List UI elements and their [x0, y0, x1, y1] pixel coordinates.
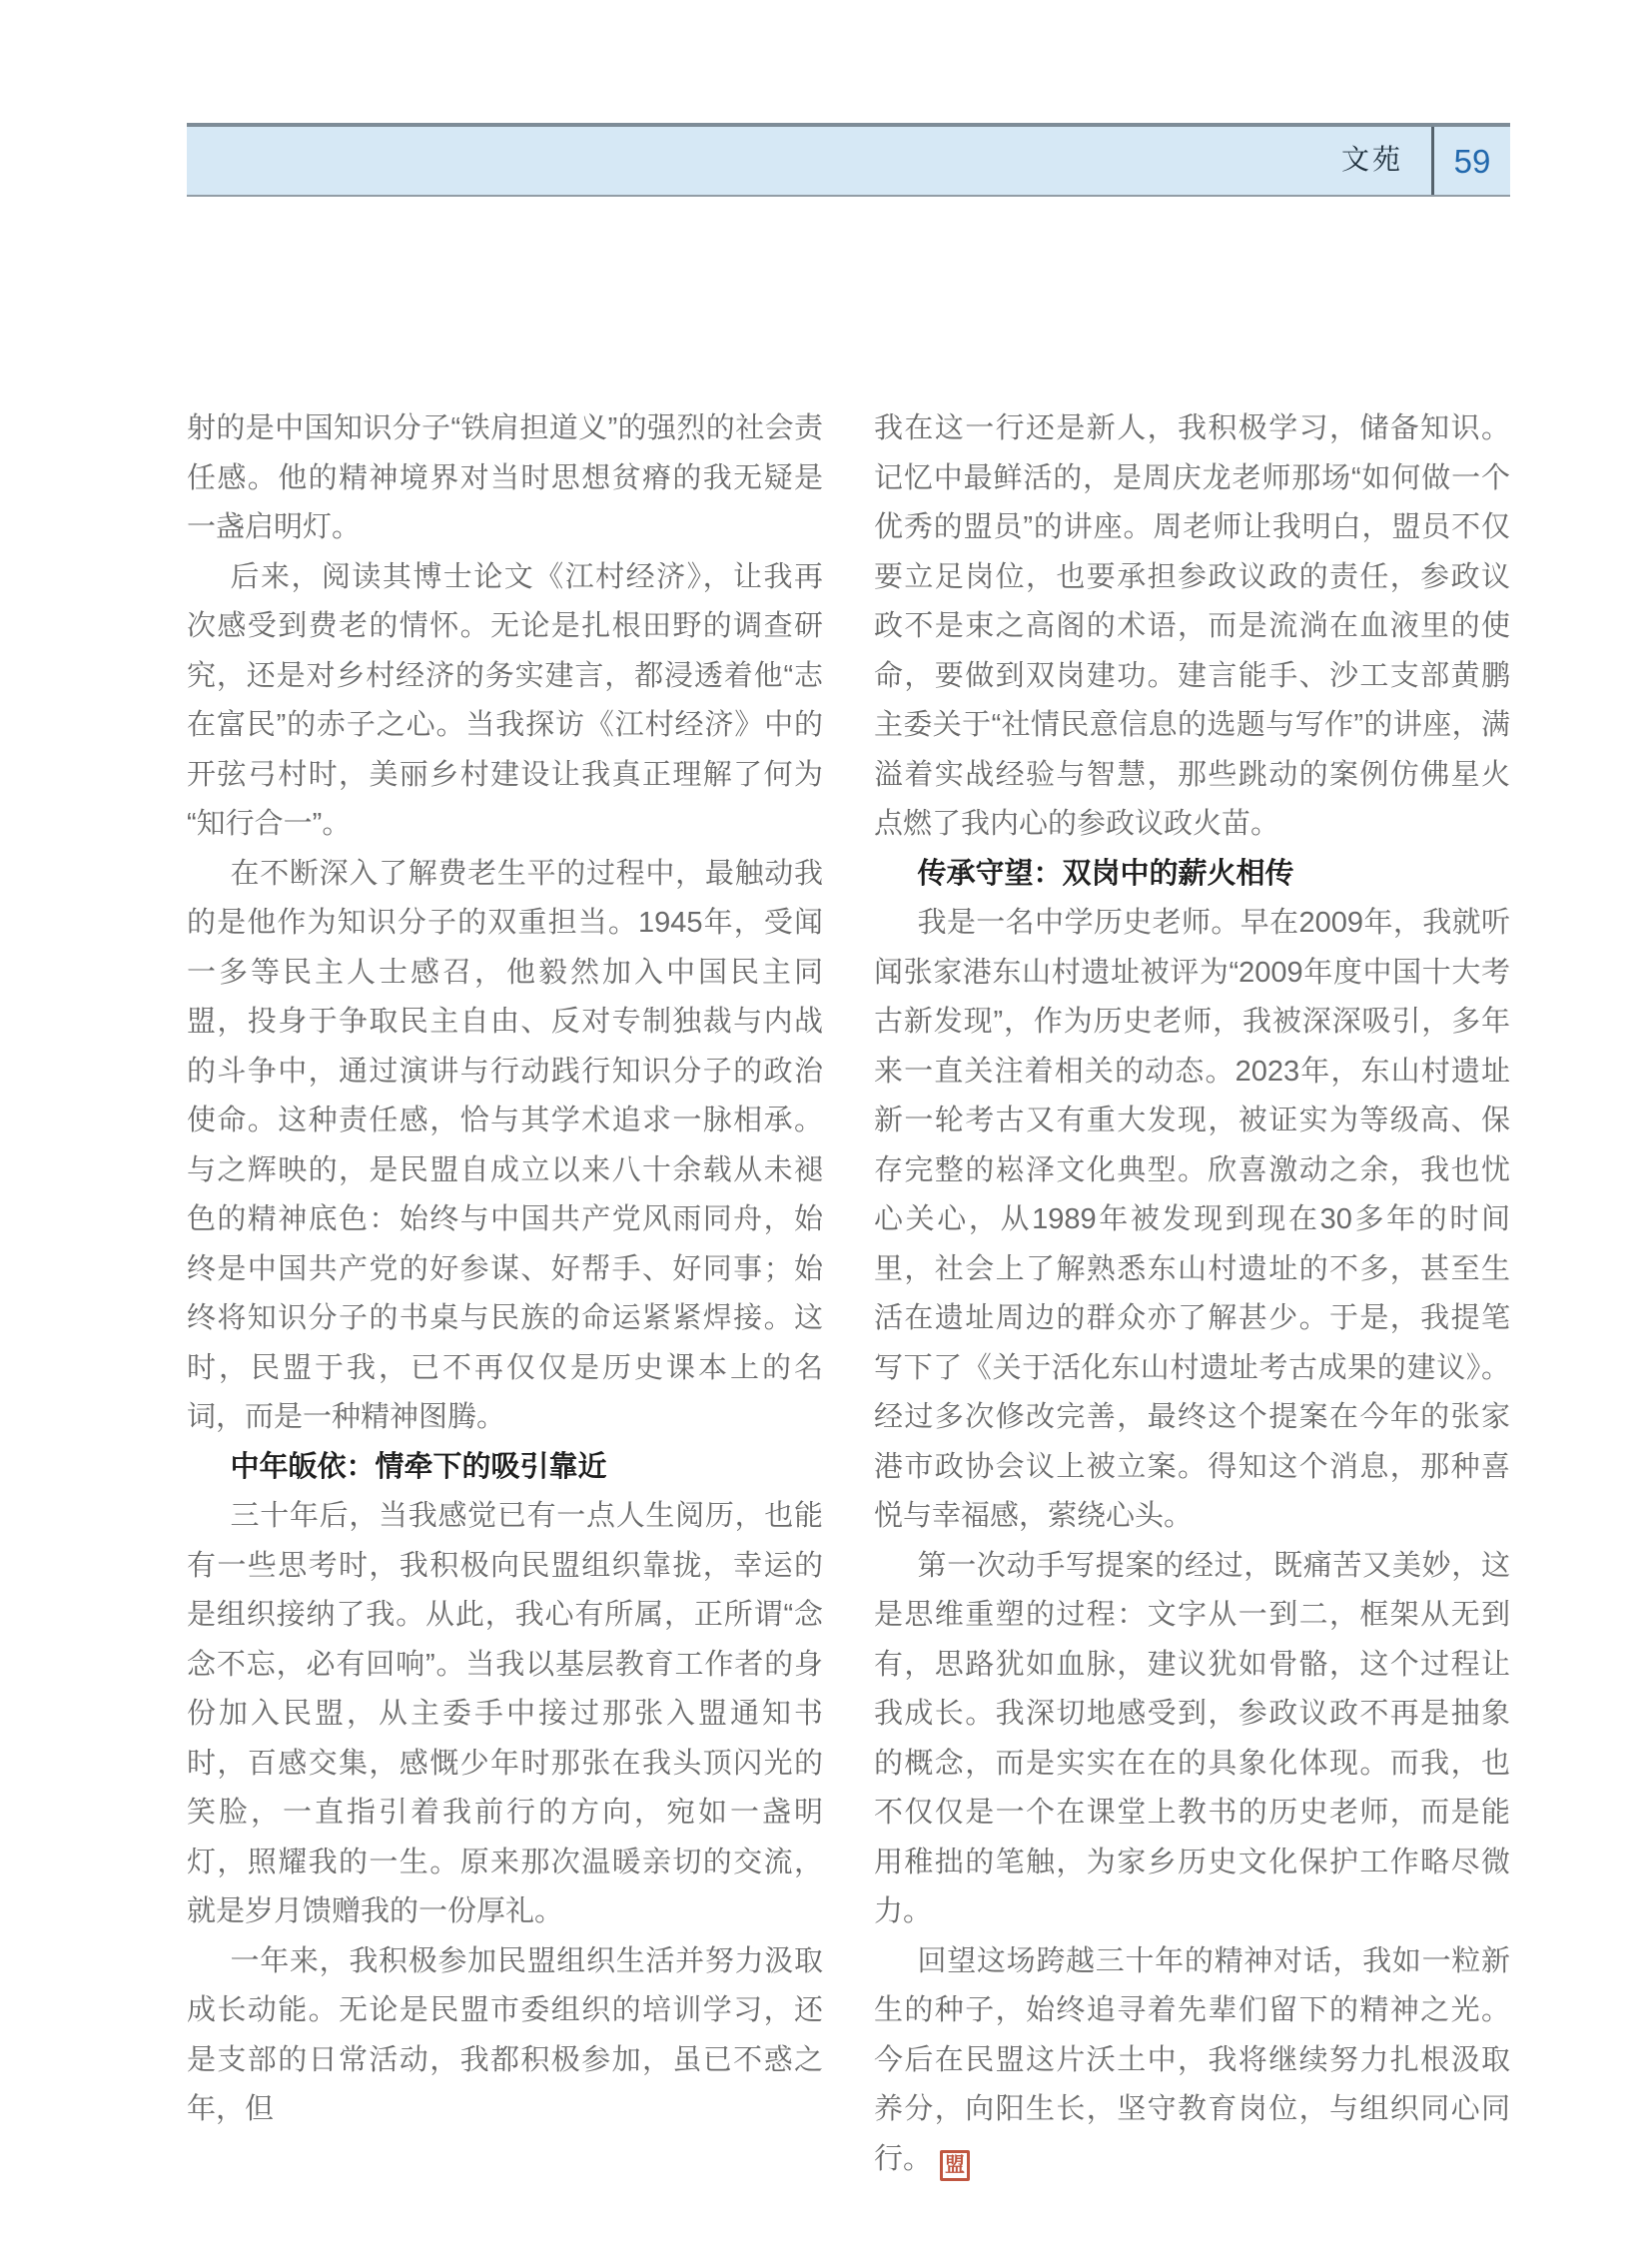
paragraph: 我在这一行还是新人，我积极学习，储备知识。记忆中最鲜活的，是周庆龙老师那场“如何做一个优秀的盟员”的讲座。周老师让我明白，盟员不仅要立足岗位，也要承担参政议政的责任，参政议政不是束之高阁的术语，而是流淌在血液里的使命，要做到双岗建功。建言能手、沙工支部黄鹏主委关于“社情民意信息的选题与写作”的讲座，满溢着实战经验与智慧，那些跳动的案例仿佛星火点燃了我内心的参政议政火苗。	[874, 412, 1510, 840]
paragraph-text: 回望这场跨越三十年的精神对话，我如一粒新生的种子，始终追寻着先辈们留下的精神之光。今后在民盟这片沃土中，我将继续努力扎根汲取养分，向阳生长，坚守教育岗位，与组织同心同行。	[874, 1944, 1510, 2175]
page-header-bar	[187, 123, 1510, 197]
paragraph	[874, 1937, 1510, 2185]
section-heading-heritage: 传承守望：双岗中的薪火相传	[917, 857, 1294, 890]
paragraph: 三十年后，当我感觉已有一点人生阅历，也能有一些思考时，我积极向民盟组织靠拢，幸运的是组织接纳了我。从此，我心有所属，正所谓“念念不忘，必有回响”。当我以基层教育工作者的身份加入民盟，从主委手中接过那张入盟通知书时，百感交集，感慨少年时那张在我头顶闪光的笑脸，一直指引着我前行的方向，宛如一盏明灯，照耀我的一生。原来那次温暖亲切的交流，就是岁月馈赠我的一份厚礼。	[187, 1500, 823, 1927]
article-body	[187, 404, 1510, 2184]
section-heading-midlife: 中年皈依：情牵下的吸引靠近	[230, 1450, 607, 1483]
left-column	[187, 404, 823, 2184]
paragraph: 一年来，我积极参加民盟组织生活并努力汲取成长动能。无论是民盟市委组织的培训学习，还是支部的日常活动，我都积极参加，虽已不惑之年，但	[187, 1944, 823, 2125]
paragraph: 后来，阅读其博士论文《江村经济》，让我再次感受到费老的情怀。无论是扎根田野的调查研究，还是对乡村经济的务实建言，都浸透着他“志在富民”的赤子之心。当我探访《江村经济》中的开弦弓村时，美丽乡村建设让我真正理解了何为“知行合一”。	[187, 560, 823, 840]
paragraph: 射的是中国知识分子“铁肩担道义”的强烈的社会责任感。他的精神境界对当时思想贫瘠的我无疑是一盏启明灯。	[187, 412, 823, 543]
paragraph: 在不断深入了解费老生平的过程中，最触动我的是他作为知识分子的双重担当。1945年，受闻一多等民主人士感召，他毅然加入中国民主同盟，投身于争取民主自由、反对专制独裁与内战的斗争中，通过演讲与行动践行知识分子的政治使命。这种责任感，恰与其学术追求一脉相承。与之辉映的，是民盟自成立以来八十余载从未褪色的精神底色：始终与中国共产党风雨同舟，始终是中国共产党的好参谋、好帮手、好同事；始终将知识分子的书桌与民族的命运紧紧焊接。这时，民盟于我，已不再仅仅是历史课本上的名词，而是一种精神图腾。	[187, 857, 823, 1433]
section-label: 文苑	[1340, 145, 1403, 176]
paragraph: 第一次动手写提案的经过，既痛苦又美妙，这是思维重塑的过程：文字从一到二，框架从无到有，思路犹如血脉，建议犹如骨骼，这个过程让我成长。我深切地感受到，参政议政不再是抽象的概念，而是实实在在的具象化体现。而我，也不仅仅是一个在课堂上教书的历史老师，而是能用稚拙的笔触，为家乡历史文化保护工作略尽微力。	[874, 1549, 1510, 1927]
paragraph: 我是一名中学历史老师。早在2009年，我就听闻张家港东山村遗址被评为“2009年度中国十大考古新发现”，作为历史老师，我被深深吸引，多年来一直关注着相关的动态。2023年，东山村遗址新一轮考古又有重大发现，被证实为等级高、保存完整的崧泽文化典型。欣喜激动之余，我也忧心关心，从1989年被发现到现在30多年的时间里，社会上了解熟悉东山村遗址的不多，甚至生活在遗址周边的群众亦了解甚少。于是，我提笔写下了《关于活化东山村遗址考古成果的建议》。经过多次修改完善，最终这个提案在今年的张家港市政协会议上被立案。得知这个消息，那种喜悦与幸福感，萦绕心头。	[874, 907, 1510, 1532]
right-column	[874, 404, 1510, 2184]
end-of-article-seal-icon: 盟	[940, 2150, 970, 2181]
page-number: 59	[1453, 142, 1491, 180]
